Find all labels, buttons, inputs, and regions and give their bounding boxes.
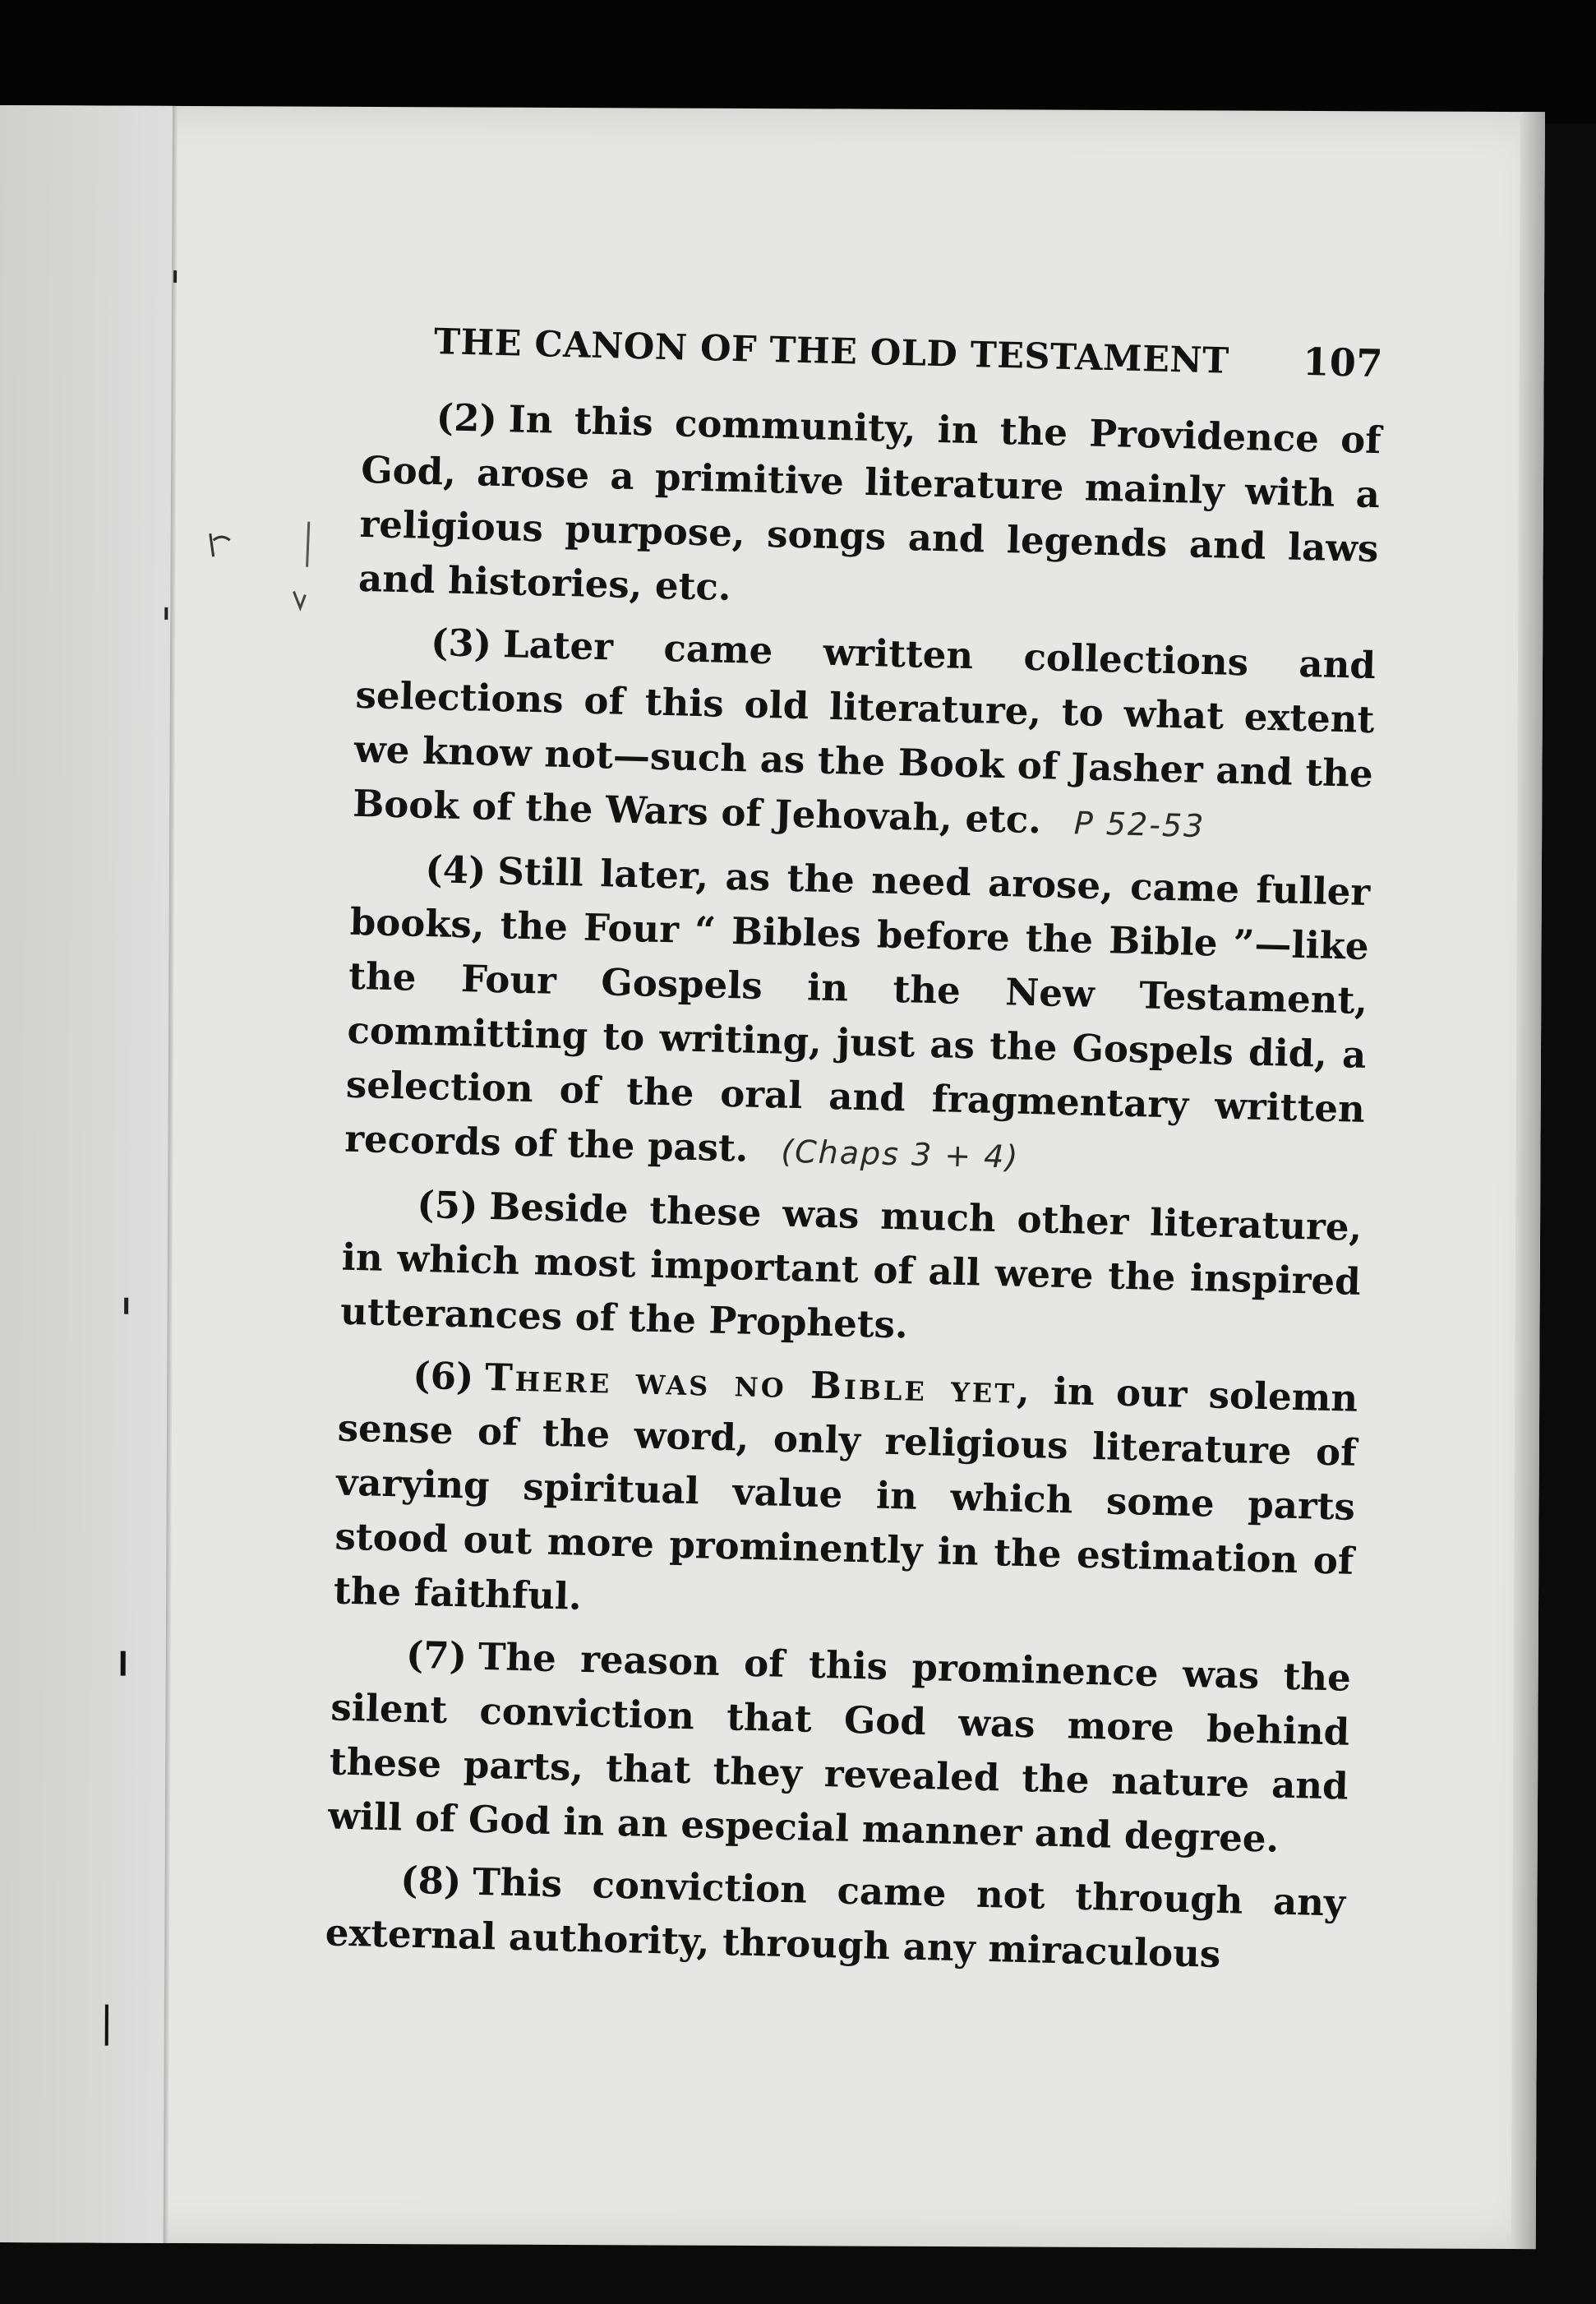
- margin-mark-check: [293, 592, 305, 608]
- small-caps-phrase: There was no Bible yet,: [484, 1355, 1033, 1413]
- paragraph-number: (5): [416, 1182, 479, 1228]
- paragraph-text: The reason of this prominence was the silent conviction that God was more behind these parts, that they revealed the nature and will of God in an especial manner and degree.: [327, 1634, 1352, 1861]
- handwritten-annotation: (Chaps 3 + 4): [780, 1133, 1020, 1175]
- paragraph-text: Later came written collections and selections of this old literature, to what extent we know not—such as the Book of Jasher and the Book of the Wars of Jehovah, etc.: [352, 622, 1377, 843]
- page-right-edge: [1511, 112, 1545, 2249]
- paragraph-text: This conviction came not through any external authority, through any miraculous: [325, 1859, 1346, 1976]
- page-number: 107: [1302, 339, 1384, 386]
- paragraph-number: (7): [405, 1632, 468, 1678]
- facing-page-edge: [0, 105, 173, 2243]
- paragraph-text: Beside these was much other literature, in which most important of all were the inspired utterances of the Prophets.: [339, 1184, 1363, 1347]
- paragraph-8: [325, 1851, 1346, 1984]
- paragraph-number: (3): [430, 621, 492, 666]
- margin-mark-r: [210, 533, 230, 556]
- paragraph-6: [333, 1347, 1358, 1643]
- paragraph-number: (8): [399, 1858, 462, 1904]
- paragraph-7: [327, 1626, 1351, 1868]
- paragraph-text: Still later, as the need arose, came fuller books, the Four “ Bibles before the Bible ”—like the Four Gospels in the New Testament, committing to writing, just as the Gospels did, a selection of the oral and fragmentary written records of the past.: [344, 849, 1371, 1170]
- paragraph-number: (6): [412, 1353, 474, 1399]
- book-page: [0, 105, 1545, 2249]
- scanner-border-top: [0, 0, 1596, 123]
- running-head: [434, 318, 1384, 386]
- paragraph-3: [353, 614, 1377, 857]
- handwritten-annotation: P 52-53: [1073, 805, 1206, 845]
- paragraph-text: in our solemn sense of the word, only religious literature of varying spiritual value in which some parts stood out more prominently in the estimation of the faithful.: [333, 1369, 1358, 1618]
- paragraph-2: [357, 389, 1382, 630]
- paragraph-text: In this community, in the Providence of God, arose a primitive literature mainly with a religious purpose, songs and legends and laws and histories, etc.: [357, 397, 1382, 609]
- margin-mark-line: [307, 522, 309, 567]
- page-text: [325, 316, 1384, 1993]
- paragraph-5: [339, 1176, 1362, 1364]
- paragraph-number: (4): [424, 847, 487, 893]
- running-title: THE CANON OF THE OLD TESTAMENT: [433, 321, 1230, 382]
- paragraph-number: (2): [436, 395, 498, 441]
- paragraph-4: [344, 841, 1371, 1193]
